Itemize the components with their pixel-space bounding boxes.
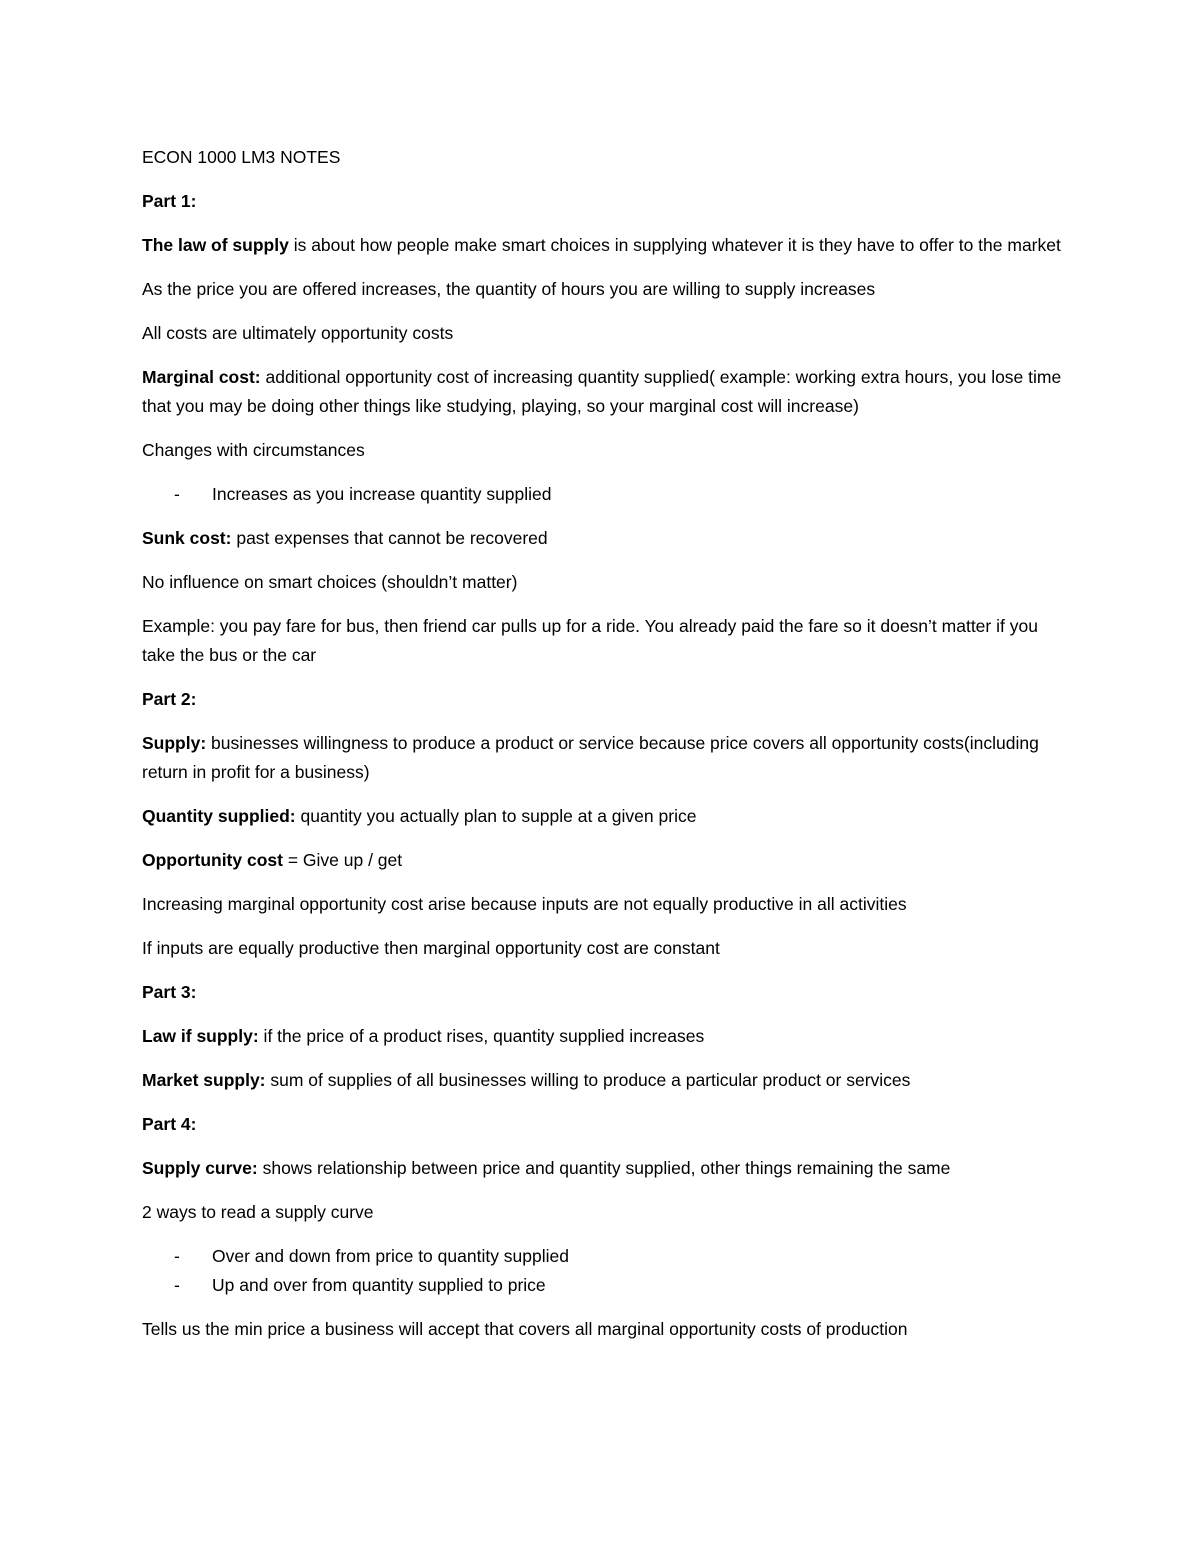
supply-curve-paragraph — [142, 1154, 1072, 1183]
supply-curve-term: Supply curve: — [142, 1158, 258, 1178]
part1-heading: Part 1: — [142, 191, 197, 211]
law-if-supply-text: if the price of a product rises, quantity supplied increases — [258, 1026, 705, 1046]
list-item-text: Over and down from price to quantity supplied — [212, 1246, 569, 1266]
opportunity-cost-term: Opportunity cost — [142, 850, 283, 870]
dash-marker: - — [174, 484, 180, 504]
supply-paragraph — [142, 729, 1072, 787]
costs-paragraph: All costs are ultimately opportunity costs — [142, 323, 454, 343]
opportunity-cost-text: = Give up / get — [282, 850, 403, 870]
market-supply-term: Market supply: — [142, 1070, 266, 1090]
list-item — [142, 1271, 1072, 1300]
ways-paragraph: 2 ways to read a supply curve — [142, 1202, 374, 1222]
market-supply-text: sum of supplies of all businesses willing to produce a particular product or services — [265, 1070, 911, 1090]
changes-paragraph: Changes with circumstances — [142, 440, 365, 460]
supply-curve-text: shows relationship between price and quantity supplied, other things remaining the same — [257, 1158, 951, 1178]
law-if-supply-term: Law if supply: — [142, 1026, 259, 1046]
tells-paragraph: Tells us the min price a business will accept that covers all marginal opportunity costs of production — [142, 1319, 908, 1339]
quantity-supplied-text: quantity you actually plan to supple at a given price — [295, 806, 697, 826]
law-if-supply-paragraph — [142, 1022, 1072, 1051]
increasing-marginal-paragraph: Increasing marginal opportunity cost arise because inputs are not equally productive in all activities — [142, 894, 907, 914]
quantity-supplied-paragraph — [142, 802, 1072, 831]
part2-heading: Part 2: — [142, 689, 197, 709]
marginal-cost-text: additional opportunity cost of increasing quantity supplied( example: working extra hours, you lose time that you may be doing other things like studying, playing, so your marginal cost will increase) — [142, 367, 1062, 416]
quantity-supplied-term: Quantity supplied: — [142, 806, 296, 826]
document-body — [142, 143, 1072, 1359]
dash-marker: - — [174, 1246, 180, 1266]
list-item — [142, 480, 1072, 509]
influence-paragraph: No influence on smart choices (shouldn’t matter) — [142, 572, 518, 592]
part4-heading: Part 4: — [142, 1114, 197, 1134]
part4-bullet-list — [142, 1242, 1072, 1300]
law-of-supply-text: is about how people make smart choices in supplying whatever it is they have to offer to the market — [288, 235, 1061, 255]
sunk-cost-text: past expenses that cannot be recovered — [231, 528, 548, 548]
list-item — [142, 1242, 1072, 1271]
part1-bullet-list — [142, 480, 1072, 509]
opportunity-cost-paragraph — [142, 846, 1072, 875]
part3-heading: Part 3: — [142, 982, 197, 1002]
list-item-text: Increases as you increase quantity supplied — [212, 484, 552, 504]
list-item-text: Up and over from quantity supplied to price — [212, 1275, 546, 1295]
equal-inputs-paragraph: If inputs are equally productive then marginal opportunity cost are constant — [142, 938, 720, 958]
sunk-cost-term: Sunk cost: — [142, 528, 232, 548]
example-paragraph: Example: you pay fare for bus, then friend car pulls up for a ride. You already paid the fare so it doesn’t matter if you take the bus or the car — [142, 616, 1038, 665]
law-of-supply-paragraph — [142, 231, 1072, 260]
marginal-cost-term: Marginal cost: — [142, 367, 261, 387]
price-increase-paragraph: As the price you are offered increases, the quantity of hours you are willing to supply increases — [142, 279, 876, 299]
dash-marker: - — [174, 1275, 180, 1295]
marginal-cost-paragraph — [142, 363, 1072, 421]
law-of-supply-term: The law of supply — [142, 235, 289, 255]
market-supply-paragraph — [142, 1066, 1072, 1095]
supply-text: businesses willingness to produce a product or service because price covers all opportunity costs(including return in profit for a business) — [142, 733, 1039, 782]
supply-term: Supply: — [142, 733, 207, 753]
sunk-cost-paragraph — [142, 524, 1072, 553]
document-title: ECON 1000 LM3 NOTES — [142, 147, 341, 167]
